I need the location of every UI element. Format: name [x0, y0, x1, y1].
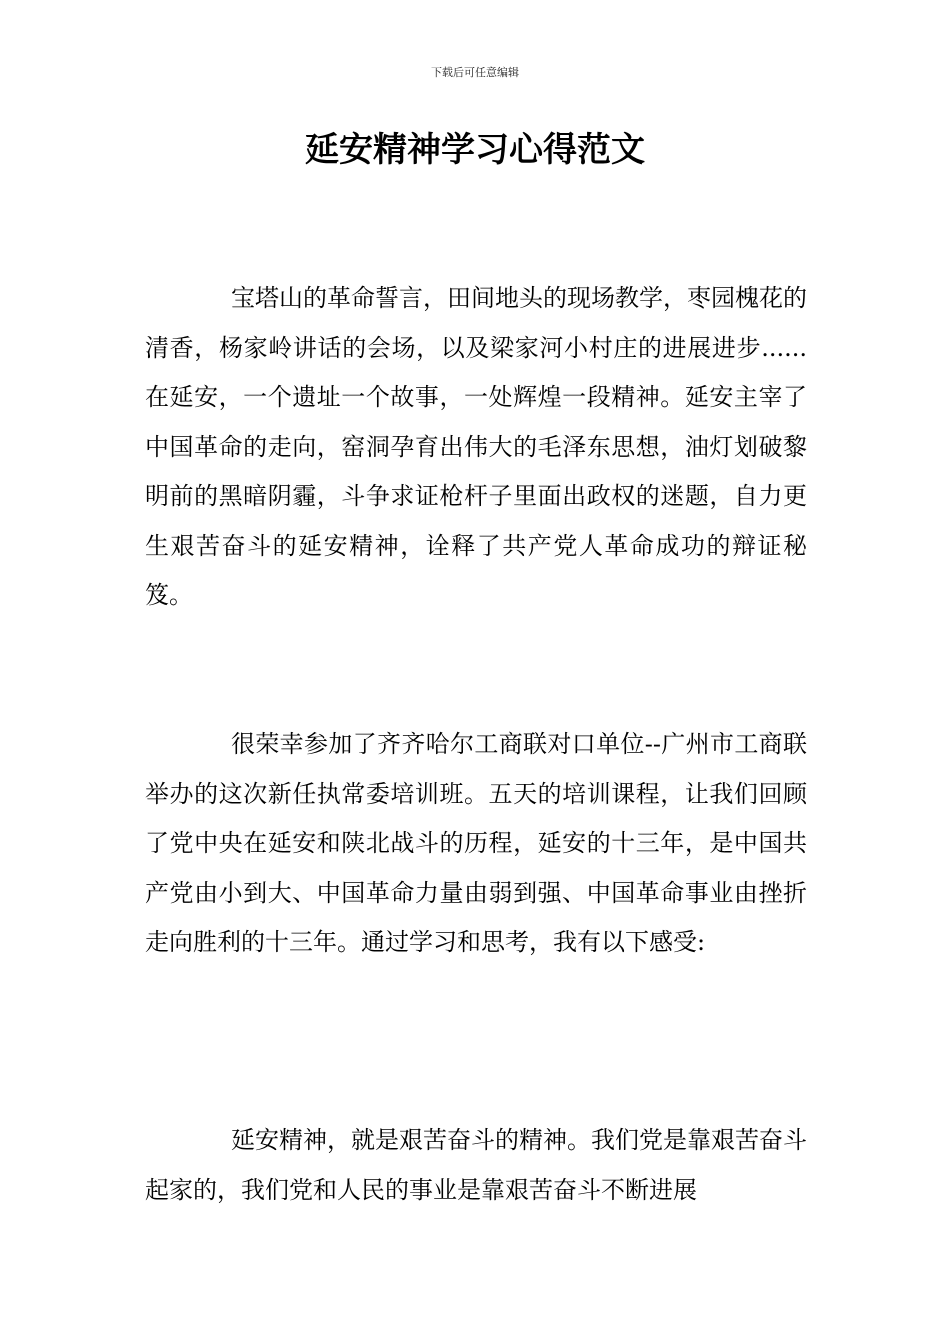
page-title: 延安精神学习心得范文 — [305, 130, 645, 170]
paragraph-1: 宝塔山的革命誓言，田间地头的现场教学，枣园槐花的清香，杨家岭讲话的会场，以及梁家河小村庄的进展进步...... 在延安，一个遗址一个故事，一处辉煌一段精神。延安主宰了中国革命的走向，窑洞孕育出伟大的毛泽东思想，油灯划破黎明前的黑暗阴霾，斗争求证枪杆子里面出政权的迷题，自力更生艰苦奋斗的延安精神，诠释了共产党人革命成功的辩证秘笈。 — [145, 284, 807, 609]
header-note: 下载后可任意编辑 — [431, 66, 519, 79]
paragraph-3: 延安精神，就是艰苦奋斗的精神。我们党是靠艰苦奋斗起家的，我们党和人民的事业是靠艰苦奋斗不断进展 — [145, 1126, 807, 1204]
paragraph-2: 很荣幸参加了齐齐哈尔工商联对口单位--广州市工商联举办的这次新任执常委培训班。五天的培训课程，让我们回顾了党中央在延安和陕北战斗的历程，延安的十三年，是中国共产党由小到大、中国革命力量由弱到强、中国革命事业由挫折走向胜利的十三年。通过学习和思考，我有以下感受: — [145, 730, 807, 956]
